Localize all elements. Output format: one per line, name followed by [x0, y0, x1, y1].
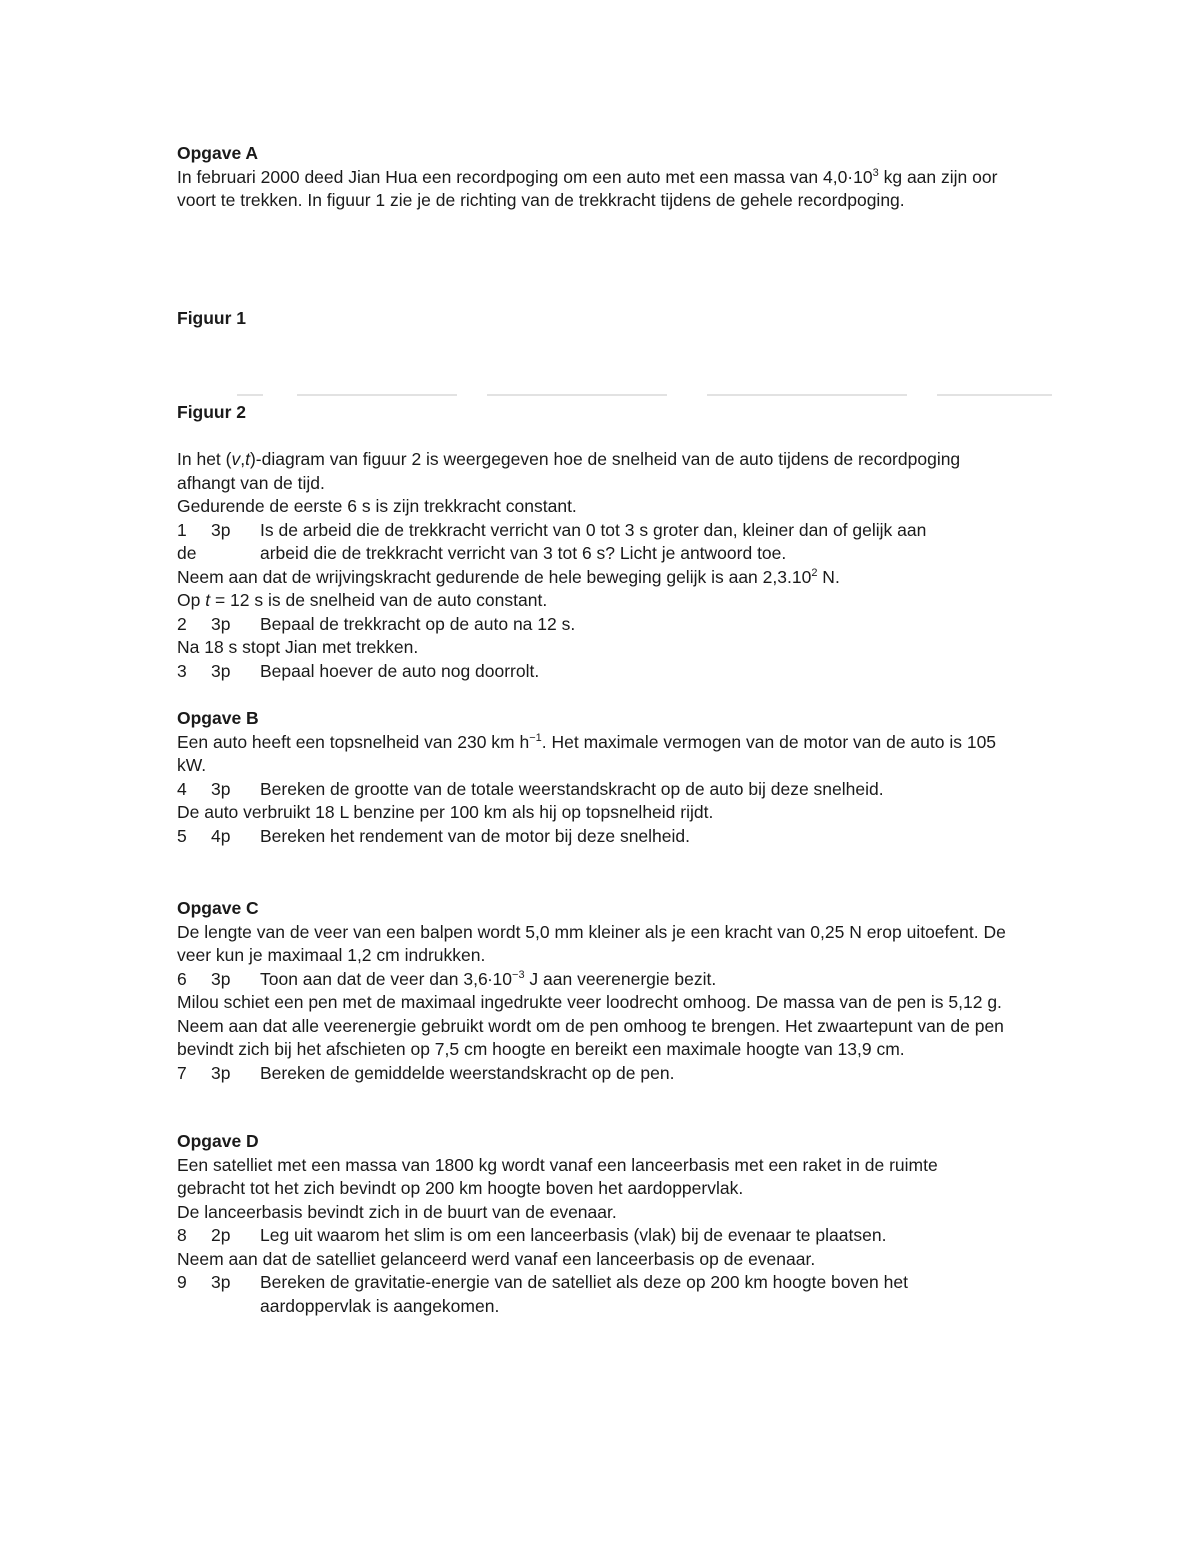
opgave-a-title: Opgave A [177, 143, 259, 163]
opgave-a-paragraph-friction: Neem aan dat de wrijvingskracht gedurende de hele beweging gelijk is aan 2,3.10$^2$ N. [177, 566, 840, 587]
figuur-2-caption: Figuur 2 [177, 402, 247, 422]
question-5: 5 4p Bereken het rendement van de motor bij deze snelheid. [177, 825, 690, 846]
opgave-a-paragraph-t12: Op t = 12 s is de snelheid van de auto constant. [177, 590, 548, 610]
figuur-1-caption: Figuur 1 [177, 308, 247, 328]
question-6: 6 3p Toon aan dat de veer dan $3,6\cdot 10^{-3}$ J aan veerenergie bezit. [177, 968, 717, 989]
opgave-b-section [177, 707, 1050, 848]
opgave-a-body [177, 448, 1050, 683]
opgave-d-paragraph-equator: Neem aan dat de satelliet gelanceerd werd vanaf een lanceerbasis op de evenaar. [177, 1248, 816, 1269]
opgave-d-section [177, 1130, 1050, 1318]
opgave-b-title: Opgave B [177, 708, 259, 728]
figure-placeholder-line [237, 394, 1052, 398]
opgave-c-section [177, 897, 1050, 1085]
question-2: 2 3p Bepaal de trekkracht op de auto na 12 s. [177, 613, 576, 634]
opgave-a-paragraph-vt: In het (v,t)-diagram van figuur 2 is weergegeven hoe de snelheid van de auto tijdens de recordpoging afhangt van de tijd. [177, 449, 961, 493]
question-1: 1 3p Is de arbeid die de trekkracht verricht van 0 tot 3 s groter dan, kleiner dan of gelijk aan [177, 519, 927, 540]
question-7: 7 3p Bereken de gemiddelde weerstandskracht op de pen. [177, 1062, 675, 1083]
opgave-a-paragraph-stop: Na 18 s stopt Jian met trekken. [177, 637, 419, 657]
opgave-c-title: Opgave C [177, 898, 259, 918]
question-9: 9 3p Bereken de gravitatie-energie van de satelliet als deze op 200 km hoogte boven het aardoppervlak is aangekomen. [177, 1272, 908, 1316]
opgave-c-paragraph-pen: Milou schiet een pen met de maximaal ingedrukte veer loodrecht omhoog. De massa van de pen is 5,12 g. Neem aan dat alle veerenergie gebruikt wordt om de pen omhoog te brengen. Het zwaartepunt van de pen bevindt zich bij het afschieten op 7,5 cm hoogte en bereikt een maximale hoogte van 13,9 cm. [177, 992, 1004, 1059]
opgave-d-paragraph-base: De lanceerbasis bevindt zich in de buurt van de evenaar. [177, 1201, 617, 1222]
question-4: 4 3p Bereken de grootte van de totale weerstandskracht op de auto bij deze snelheid. [177, 778, 884, 799]
opgave-b-paragraph-speed: Een auto heeft een topsnelheid van 230 km $h^{-1}$. Het maximale vermogen van de motor van de auto is 105 kW. [177, 731, 997, 775]
opgave-d-paragraph-satellite: Een satelliet met een massa van 1800 kg wordt vanaf een lanceerbasis met een raket in de ruimte gebracht tot het zich bevindt op 200 km hoogte boven het aardoppervlak. [177, 1154, 938, 1198]
opgave-d-title: Opgave D [177, 1131, 259, 1151]
opgave-c-paragraph-spring: De lengte van de veer van een balpen wordt 5,0 mm kleiner als je een kracht van 0,25 N erop uitoefent. De veer kun je maximaal 1,2 cm indrukken. [177, 921, 1006, 965]
opgave-a-section [177, 142, 1050, 213]
question-8: 8 2p Leg uit waarom het slim is om een lanceerbasis (vlak) bij de evenaar te plaatsen. [177, 1225, 887, 1245]
opgave-b-paragraph-fuel: De auto verbruikt 18 L benzine per 100 km als hij op topsnelheid rijdt. [177, 802, 714, 822]
opgave-a-intro: In februari 2000 deed Jian Hua een recordpoging om een auto met een massa van $4,0\cdot 10^3$ kg aan zijn oor voort te trekken. In figuur 1 zie je de richting van de trekkracht tijdens de gehele recordpoging. [177, 166, 998, 210]
opgave-a-paragraph-constant: Gedurende de eerste 6 s is zijn trekkracht constant. [177, 496, 577, 516]
question-1-continued: de arbeid die de trekkracht verricht van 3 tot 6 s? Licht je antwoord toe. [177, 543, 787, 563]
question-3: 3 3p Bepaal hoever de auto nog doorrolt. [177, 660, 540, 681]
